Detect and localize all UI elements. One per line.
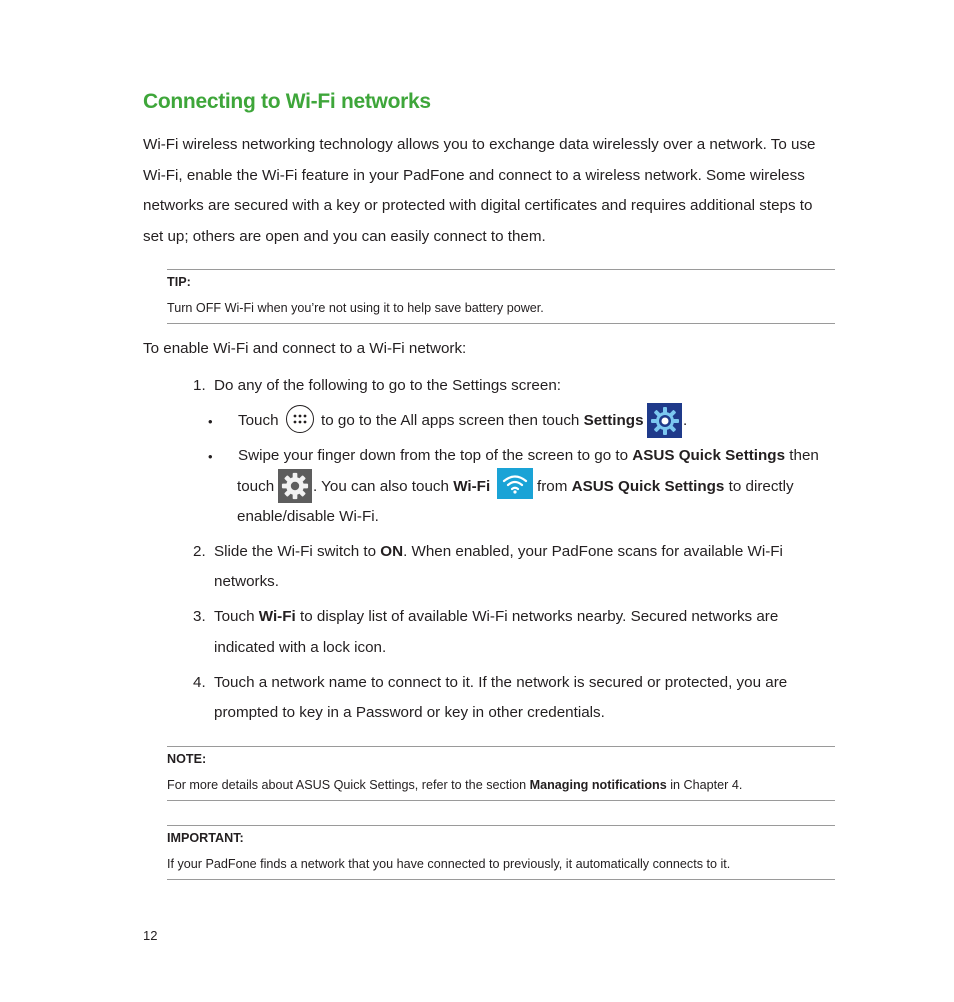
asus-quick-settings-label: ASUS Quick Settings xyxy=(632,447,786,464)
settings-label: Settings xyxy=(583,412,644,429)
important-top-rule xyxy=(167,825,835,826)
intro-paragraph xyxy=(143,130,833,252)
important-heading: IMPORTANT: xyxy=(167,831,244,845)
bullet-2-directly: to directly xyxy=(728,478,794,495)
step-2-line-1 xyxy=(214,543,783,560)
step-3-line-1 xyxy=(214,608,778,625)
bullet-2-line-1 xyxy=(238,447,819,464)
bullet-2-line-2b xyxy=(537,478,794,495)
page-number: 12 xyxy=(143,928,158,943)
important-bottom-rule xyxy=(167,879,835,880)
wifi-label: Wi-Fi xyxy=(453,478,491,495)
step-2-line-2: networks. xyxy=(214,573,279,590)
step-3-post: to display list of available Wi-Fi networks nearby. Secured networks are xyxy=(299,608,779,625)
bullet-2-line-3: enable/disable Wi-Fi. xyxy=(237,508,379,525)
intro-line: set up; others are open and you can easily connect to them. xyxy=(143,227,546,245)
note-bold: Managing notifications xyxy=(529,778,667,792)
page-title: Connecting to Wi-Fi networks xyxy=(143,90,431,113)
step-3-line-2: indicated with a lock icon. xyxy=(214,639,387,656)
tip-text: Turn OFF Wi-Fi when you’re not using it to help save battery power. xyxy=(167,301,544,315)
step-number: 2. xyxy=(193,543,206,560)
step-4-line-1: Touch a network name to connect to it. If the network is secured or protected, you are xyxy=(214,674,788,691)
wifi-label: Wi-Fi xyxy=(258,608,296,625)
bullet-1-pre: Touch xyxy=(238,412,279,429)
bullet-1-text xyxy=(321,412,644,429)
note-top-rule xyxy=(167,746,835,747)
bullet-1-mid: to go to the All apps screen then touch xyxy=(321,412,580,429)
tip-bottom-rule xyxy=(167,323,835,324)
intro-line: Wi-Fi wireless networking technology allows you to exchange data wirelessly over a network. To use xyxy=(143,136,816,153)
step-number: 1. xyxy=(193,377,206,394)
asus-quick-settings-label: ASUS Quick Settings xyxy=(571,478,725,495)
step-number: 3. xyxy=(193,608,206,625)
bullet-2-touch: touch xyxy=(237,478,275,495)
bullet-2-pre: Swipe your finger down from the top of the screen to go to xyxy=(238,447,629,464)
all-apps-icon xyxy=(286,405,314,433)
note-heading: NOTE: xyxy=(167,752,207,766)
quick-settings-gear-icon xyxy=(278,469,312,503)
lead-text: To enable Wi-Fi and connect to a Wi-Fi network: xyxy=(143,340,467,357)
settings-icon xyxy=(647,403,682,438)
note-bottom-rule xyxy=(167,800,835,801)
step-3-pre: Touch xyxy=(214,608,255,625)
note-post: in Chapter 4. xyxy=(670,778,743,792)
bullet-2-mid: . You can also touch xyxy=(313,478,449,495)
step-4-line-2: prompted to key in a Password or key in other credentials. xyxy=(214,704,605,721)
bullet-mark: • xyxy=(208,414,213,429)
note-text xyxy=(167,778,742,792)
bullet-2-from: from xyxy=(537,478,568,495)
tip-heading: TIP: xyxy=(167,275,191,289)
intro-line: Wi-Fi, enable the Wi-Fi feature in your PadFone and connect to a wireless network. Some wireless xyxy=(143,166,805,184)
step-number: 4. xyxy=(193,674,206,691)
step-2-post: . When enabled, your PadFone scans for available Wi-Fi xyxy=(403,543,783,560)
on-label: ON xyxy=(380,543,404,560)
step-2-pre: Slide the Wi-Fi switch to xyxy=(214,543,377,560)
bullet-2-then: then xyxy=(789,447,819,464)
tip-top-rule xyxy=(167,269,835,270)
bullet-1-end: . xyxy=(683,412,688,429)
note-pre: For more details about ASUS Quick Settings, refer to the section xyxy=(167,778,527,792)
intro-line: networks are secured with a key or protected with digital certificates and requires additional steps to xyxy=(143,197,813,214)
step-1-text: Do any of the following to go to the Settings screen: xyxy=(214,377,561,394)
bullet-mark: • xyxy=(208,449,213,464)
bullet-2-line-2a xyxy=(313,478,490,495)
wifi-icon xyxy=(497,468,533,499)
important-text: If your PadFone finds a network that you have connected to previously, it automatically connects to it. xyxy=(167,857,731,871)
